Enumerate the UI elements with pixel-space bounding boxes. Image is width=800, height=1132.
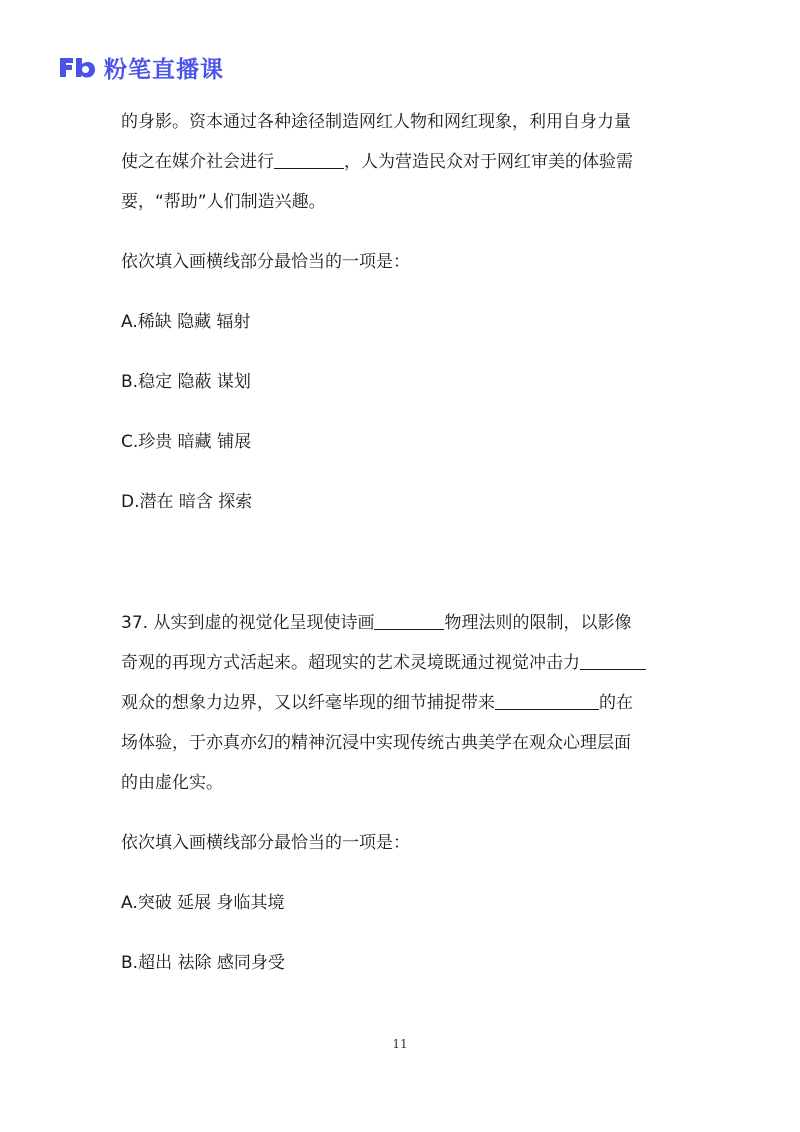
fill-blank bbox=[274, 150, 344, 169]
fill-blank bbox=[374, 611, 444, 630]
option-d: D.潜在 暗含 探索 bbox=[121, 492, 253, 512]
fenbi-logo-icon bbox=[58, 55, 96, 79]
question-36-passage bbox=[121, 102, 691, 222]
brand-logo bbox=[58, 52, 224, 82]
option-a: A.稀缺 隐藏 辐射 bbox=[121, 312, 251, 332]
brand-name: 粉笔直播课 bbox=[104, 56, 224, 83]
passage-line: 37. 从实到虚的视觉化呈现使诗画 物理法则的限制，以影像 bbox=[121, 613, 632, 633]
fill-blank bbox=[580, 651, 646, 670]
question-prompt: 依次填入画横线部分最恰当的一项是： bbox=[121, 252, 410, 272]
passage-line: 使之在媒介社会进行 ，人为营造民众对于网红审美的体验需 bbox=[121, 152, 633, 172]
page-number: 11 bbox=[392, 1037, 408, 1051]
passage-line: 要，“帮助”人们制造兴趣。 bbox=[121, 192, 326, 212]
passage-line: 的由虚化实。 bbox=[121, 773, 223, 793]
passage-line: 观众的想象力边界，又以纤毫毕现的细节捕捉带来 的在 bbox=[121, 693, 633, 713]
option-b: B.稳定 隐蔽 谋划 bbox=[121, 372, 251, 392]
passage-line: 的身影。资本通过各种途径制造网红人物和网红现象，利用自身力量 bbox=[121, 112, 631, 132]
fill-blank bbox=[495, 691, 599, 710]
passage-line: 奇观的再现方式活起来。超现实的艺术灵境既通过视觉冲击力 bbox=[121, 643, 691, 683]
passage-line: 场体验，于亦真亦幻的精神沉浸中实现传统古典美学在观众心理层面 bbox=[121, 733, 631, 753]
question-prompt: 依次填入画横线部分最恰当的一项是： bbox=[121, 833, 410, 853]
question-37-passage bbox=[121, 603, 691, 803]
option-b: B.超出 祛除 感同身受 bbox=[121, 953, 285, 973]
document-body bbox=[121, 102, 691, 983]
option-c: C.珍贵 暗藏 铺展 bbox=[121, 432, 252, 452]
option-a: A.突破 延展 身临其境 bbox=[121, 893, 285, 913]
